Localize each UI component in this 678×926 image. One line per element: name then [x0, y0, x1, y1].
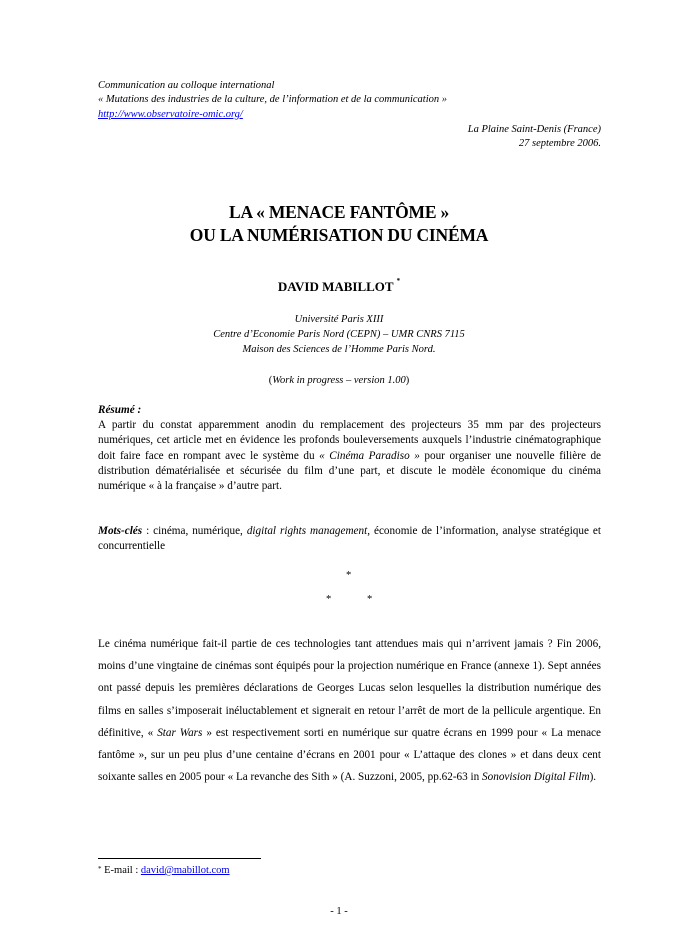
conference-label: Communication au colloque international	[98, 80, 275, 91]
affiliation-university: Université Paris XIII	[294, 314, 384, 325]
conference-url[interactable]	[98, 108, 243, 122]
affiliation-institution: Maison des Sciences de l’Homme Paris Nord.	[242, 344, 436, 355]
abstract	[98, 403, 601, 494]
footnote-email-link[interactable]: david@mabillot.com	[140, 865, 230, 876]
version-paren-close: )	[405, 375, 410, 386]
author-footnote-mark: *	[396, 277, 401, 285]
body-seg2: Star Wars	[157, 726, 203, 739]
footnote-separator	[98, 858, 261, 859]
conference-url-link[interactable]: http://www.observatoire-omic.org/	[98, 109, 243, 120]
affiliation-lab: Centre d’Economie Paris Nord (CEPN) – UMR CNRS 7115	[213, 329, 465, 340]
version-text: Work in progress – version 1.00	[272, 375, 406, 386]
body-seg4: Sonovision Digital Film	[482, 771, 590, 784]
footnote	[98, 864, 230, 878]
conference-date: 27 septembre 2006.	[518, 138, 601, 149]
keywords-text-b: , économie de l’information, analyse stratégique et concurrentielle	[98, 525, 601, 553]
author-name: DAVID MABILLOT	[277, 279, 394, 294]
asterism-top: *	[346, 570, 352, 581]
author-name-line	[0, 279, 678, 295]
asterism-right: *	[367, 594, 373, 605]
conference-title: « Mutations des industries de la culture, de l’information et de la communication »	[98, 94, 447, 105]
abstract-text-b: pour organiser une nouvelle filière de distribution dématérialisée et sécurisée du film d’une part, et discute le modèle économique du cinéma numérique « à la française » d’autre part.	[98, 449, 602, 493]
footnote-mark: *	[98, 865, 102, 873]
version-paren-open: (	[268, 375, 273, 386]
footnote-label: E-mail :	[101, 865, 141, 876]
body-seg5: ).	[589, 771, 597, 784]
asterism-left: *	[326, 594, 332, 605]
keywords-text-italic: digital rights management	[246, 525, 368, 537]
paper-title-line1: LA « MENACE FANTÔME »	[228, 202, 450, 222]
body-seg1: Le cinéma numérique fait-il partie de ces technologies tant attendues mais qui n’arrivent jamais ? Fin 2006, moins d’une vingtaine de cinémas sont équipés pour la projection numérique en France (annexe 1). Sept années ont passé depuis les premières déclarations de Georges Lucas selon lesquelles la distribution numérique des films en salles s’imposerait inéluctablement et signerait en retour l’arrêt de mort de la pellicule argentique. En définitive, «	[98, 638, 601, 739]
abstract-text-a: A partir du constat apparemment anodin du remplacement des projecteurs 35 mm par des projecteurs numériques, cet article met en évidence les profonds bouleversements auxquels l’industrie cinématographique doit faire face en rompant avec le système du	[98, 419, 601, 462]
page-number: - 1 -	[330, 906, 348, 917]
keywords	[98, 524, 601, 554]
paper-title-line2: OU LA NUMÉRISATION DU CINÉMA	[189, 225, 489, 245]
conference-place: La Plaine Saint-Denis (France)	[467, 124, 601, 135]
abstract-text-italic: « Cinéma Paradiso »	[319, 449, 420, 462]
body-paragraph	[98, 633, 601, 788]
body-seg3: » est respectivement sorti en numérique sur quatre écrans en 1999 pour « La menace fantôme », sur un peu plus d’une centaine d’écrans en 2001 pour « L’attaque des clones » et dans deux cent soixante salles en 2005 pour « La revanche des Sith » (A. Suzzoni, 2005, pp.62-63 in	[98, 726, 601, 784]
version-status	[0, 374, 678, 388]
keywords-heading: Mots-clés	[98, 525, 143, 537]
abstract-heading: Résumé :	[98, 404, 142, 416]
keywords-text-a: : cinéma, numérique,	[142, 525, 247, 537]
